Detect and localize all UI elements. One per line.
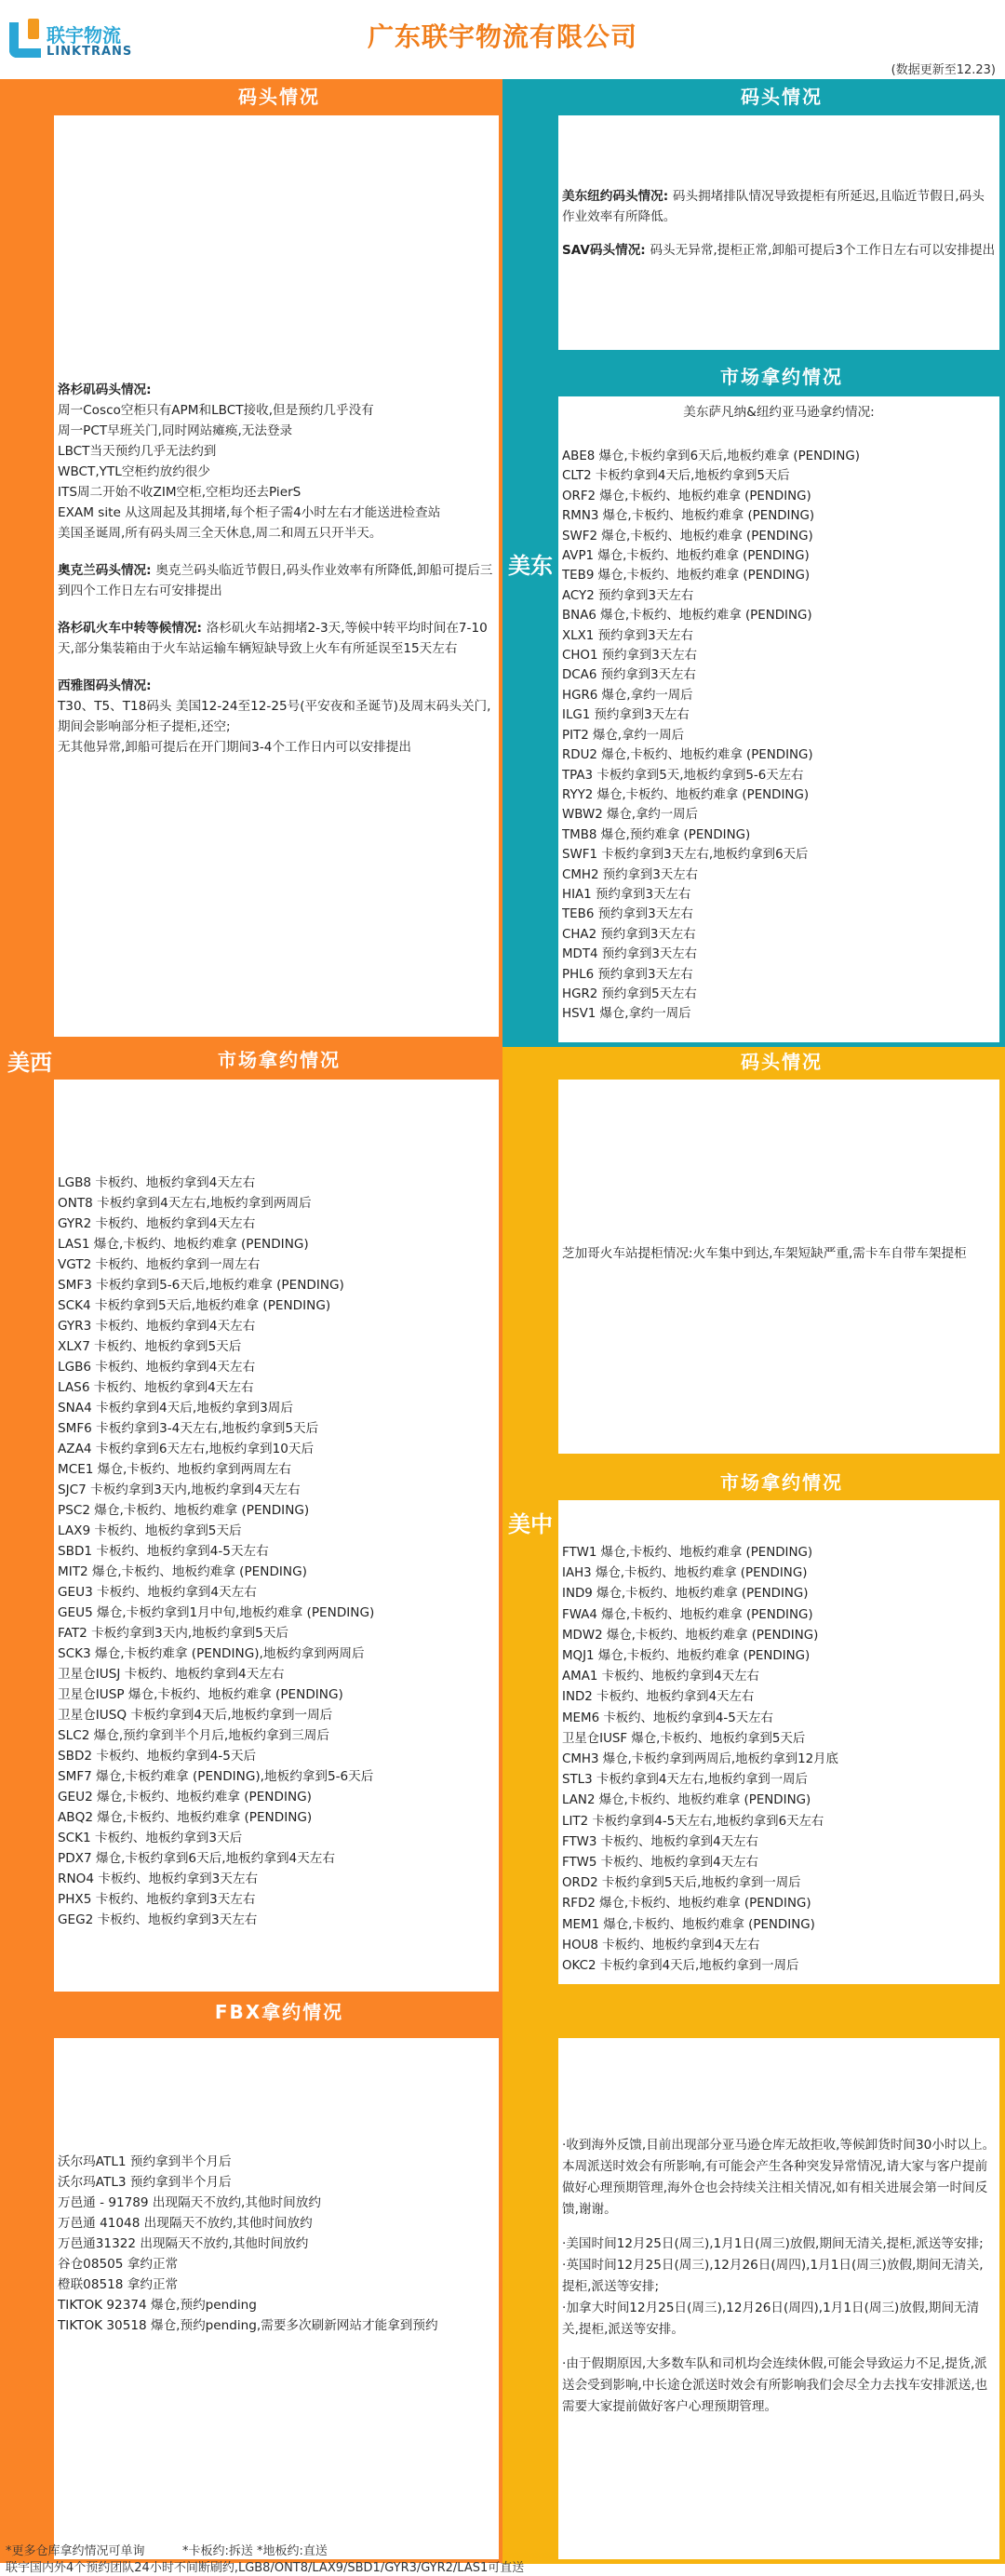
west-market-title: 市场拿约情况 (218, 1049, 341, 1071)
list-item: 万邑通 41048 出现隔天不放约,其他时间放约 (58, 2216, 313, 2231)
west-region-label: 美西 (7, 1050, 52, 1076)
list-item: 万邑通 - 91789 出现隔天不放约,其他时间放约 (58, 2195, 321, 2210)
notice-line: ·由于假期原因,大多数车队和司机均会连续休假,可能会导致运力不足,提货,派送会受到影响,中长途仓派送时效会有所影响我们会尽全力去找车安排派送,也需要大家提前做好客户心理预期管理。 (562, 2356, 988, 2414)
list-item: SNA4 卡板约拿到4天后,地板约拿到3周后 (58, 1401, 293, 1415)
list-item: PIT2 爆仓,拿约一周后 (562, 728, 684, 743)
list-item: BNA6 爆仓,卡板约、地板约难拿 (PENDING) (562, 609, 812, 624)
info-block-body: 奥克兰码头临近节假日,码头作业效率有所降低,卸船可提后三到四个工作日左右可安排提出 (58, 563, 493, 598)
list-item: GEU5 爆仓,卡板约拿到1月中旬,地板约难拿 (PENDING) (58, 1605, 375, 1620)
list-item: STL3 卡板约拿到4天左右,地板约拿到一周后 (562, 1773, 808, 1788)
list-item: SWF2 爆仓,卡板约、地板约难拿 (PENDING) (562, 529, 813, 543)
info-line: 周一Cosco空柜只有APM和LBCT接收,但是预约几乎没有 (58, 403, 374, 418)
list-item: SJC7 卡板约拿到3天内,地板约拿到4天左右 (58, 1483, 301, 1497)
list-item: CLT2 卡板约拿到4天后,地板约拿到5天后 (562, 469, 790, 484)
list-item: PHX5 卡板约、地板约拿到3天左右 (58, 1892, 256, 1907)
list-item: OKC2 卡板约拿到4天后,地板约拿到一周后 (562, 1959, 799, 1974)
list-item: HIA1 预约拿到3天左右 (562, 887, 691, 902)
list-item: LIT2 卡板约拿到4-5天左右,地板约拿到6天左右 (562, 1814, 824, 1829)
list-item: HSV1 爆仓,拿约一周后 (562, 1007, 691, 1022)
list-item: TIKTOK 30518 爆仓,预约pending,需要多次刷新网站才能拿到预约 (58, 2318, 438, 2333)
list-item: SMF7 爆仓,卡板约难拿 (PENDING),地板约拿到5-6天后 (58, 1769, 374, 1784)
info-block (562, 186, 996, 227)
list-item: 卫星仓IUSP 爆仓,卡板约、地板约难拿 (PENDING) (58, 1687, 343, 1702)
info-line: 无其他异常,卸船可提后在开门期间3-4个工作日内可以安排提出 (58, 740, 411, 755)
list-item: FTW5 卡板约、地板约拿到4天左右 (562, 1856, 758, 1871)
list-item: CHO1 预约拿到3天左右 (562, 649, 697, 664)
notice-title-bar (502, 1992, 1005, 2033)
info-line: ITS周二开始不收ZIM空柜,空柜均还去PierS (58, 485, 302, 500)
info-block (58, 560, 495, 601)
list-item: FAT2 卡板约拿到3天内,地板约拿到5天后 (58, 1626, 289, 1641)
central-region-label: 美中 (508, 1511, 553, 1537)
list-item: SCK3 爆仓,卡板约难拿 (PENDING),地板约拿到两周后 (58, 1646, 365, 1661)
list-item: MIT2 爆仓,卡板约、地板约难拿 (PENDING) (58, 1564, 307, 1579)
list-item: FWA4 爆仓,卡板约、地板约难拿 (PENDING) (562, 1607, 813, 1622)
list-item: CHA2 预约拿到3天左右 (562, 927, 696, 942)
info-line: LBCT当天预约几乎无法约到 (58, 444, 217, 459)
list-item: 橙联08518 拿约正常 (58, 2277, 179, 2292)
list-item: MDW2 爆仓,卡板约、地板约难拿 (PENDING) (562, 1628, 819, 1643)
list-item: TMB8 爆仓,预约难拿 (PENDING) (562, 827, 751, 842)
notice-block (562, 2234, 996, 2341)
east-terminal-title: 码头情况 (741, 86, 823, 108)
list-item: AVP1 爆仓,卡板约、地板约难拿 (PENDING) (562, 549, 810, 564)
list-item: 沃尔玛ATL1 预约拿到半个月后 (58, 2154, 232, 2169)
list-item: SBD2 卡板约、地板约拿到4-5天后 (58, 1749, 257, 1764)
list-item: 谷仓08505 拿约正常 (58, 2257, 179, 2272)
central-terminal-content (562, 1243, 996, 1264)
list-item: PDX7 爆仓,卡板约拿到6天后,地板约拿到4天左右 (58, 1851, 335, 1866)
central-terminal-title: 码头情况 (741, 1051, 823, 1073)
list-item: SMF3 卡板约拿到5-6天后,地板约难拿 (PENDING) (58, 1278, 344, 1293)
list-item: RDU2 爆仓,卡板约、地板约难拿 (PENDING) (562, 748, 813, 763)
list-item: MEM1 爆仓,卡板约、地板约难拿 (PENDING) (562, 1917, 815, 1932)
list-item: IND9 爆仓,卡板约、地板约难拿 (PENDING) (562, 1587, 809, 1602)
notice-block (562, 2354, 996, 2418)
update-date: (数据更新至12.23) (891, 63, 996, 77)
list-item: SLC2 爆仓,预约拿到半个月后,地板约拿到三周后 (58, 1728, 329, 1743)
central-terminal-box (558, 1080, 999, 1454)
list-item: 芝加哥火车站提柜情况:火车集中到达,车架短缺严重,需卡车自带车架提柜 (562, 1246, 967, 1261)
list-item: CMH2 预约拿到3天左右 (562, 867, 699, 882)
list-item: XLX7 卡板约、地板约拿到5天后 (58, 1339, 242, 1354)
west-terminal-content (58, 380, 495, 774)
fbx-title: FBX拿约情况 (214, 2001, 344, 2023)
company-title: 广东联宇物流有限公司 (367, 21, 637, 52)
central-market-title: 市场拿约情况 (720, 1471, 843, 1494)
notice-line: ·英国时间12月25日(周三),12月26日(周四),1月1日(周三)放假,期间无清关,提柜,派送等安排; (562, 2258, 984, 2294)
info-block (58, 618, 495, 659)
list-item: 万邑通31322 出现隔天不放约,其他时间放约 (58, 2236, 309, 2251)
list-item: RYY2 爆仓,卡板约、地板约难拿 (PENDING) (562, 787, 810, 802)
footer-note-2: *卡板约:拆送 *地板约:直送 (182, 2544, 328, 2558)
list-item: GYR2 卡板约、地板约拿到4天左右 (58, 1216, 256, 1231)
info-block-body: 码头拥堵排队情况导致提柜有所延迟,且临近节假日,码头作业效率有所降低。 (562, 189, 985, 224)
list-item: ONT8 卡板约拿到4天左右,地板约拿到两周后 (58, 1196, 312, 1211)
list-item: HGR6 爆仓,拿约一周后 (562, 688, 693, 703)
list-item: ORD2 卡板约拿到5天后,地板约拿到一周后 (562, 1876, 801, 1891)
info-block-heading: 美东纽约码头情况: (562, 189, 673, 204)
list-item: GEU3 卡板约、地板约拿到4天左右 (58, 1585, 257, 1600)
list-item: WBW2 爆仓,拿约一周后 (562, 808, 698, 823)
list-item: 卫星仓IUSF 爆仓,卡板约、地板约拿到5天后 (562, 1731, 806, 1746)
list-item: ABQ2 爆仓,卡板约、地板约难拿 (PENDING) (58, 1810, 313, 1825)
info-block-heading: 奥克兰码头情况: (58, 563, 156, 578)
fbx-list (58, 2152, 495, 2336)
list-item: GEG2 卡板约、地板约拿到3天左右 (58, 1912, 258, 1927)
list-item: SCK4 卡板约拿到5天后,地板约难拿 (PENDING) (58, 1298, 331, 1313)
logo-cn-text: 联宇物流 (47, 24, 121, 47)
list-item: VGT2 卡板约、地板约拿到一周左右 (58, 1257, 261, 1272)
east-region-label: 美东 (508, 553, 553, 579)
list-item: SWF1 卡板约拿到3天左右,地板约拿到6天后 (562, 848, 809, 863)
list-item: IAH3 爆仓,卡板约、地板约难拿 (PENDING) (562, 1566, 808, 1581)
info-block-heading: 西雅图码头情况: (58, 678, 152, 693)
list-item: AZA4 卡板约拿到6天左右,地板约拿到10天后 (58, 1442, 315, 1456)
central-market-list (562, 1543, 996, 1977)
list-item: ORF2 爆仓,卡板约、地板约难拿 (PENDING) (562, 489, 811, 503)
list-item: RMN3 爆仓,卡板约、地板约难拿 (PENDING) (562, 509, 815, 524)
list-item: LGB6 卡板约、地板约拿到4天左右 (58, 1360, 256, 1375)
info-block-heading: 洛杉矶火车中转等候情况: (58, 621, 207, 636)
east-market-subtitle: 美东萨凡纳&纽约亚马逊拿约情况: (683, 405, 875, 420)
list-item: ABE8 爆仓,卡板约拿到6天后,地板约难拿 (PENDING) (562, 449, 860, 463)
east-market-title: 市场拿约情况 (720, 366, 843, 388)
list-item: TIKTOK 92374 爆仓,预约pending (58, 2298, 257, 2313)
list-item: MQJ1 爆仓,卡板约、地板约难拿 (PENDING) (562, 1649, 811, 1664)
list-item: DCA6 预约拿到3天左右 (562, 668, 696, 683)
list-item: MDT4 预约拿到3天左右 (562, 947, 698, 962)
list-item: IND2 卡板约、地板约拿到4天左右 (562, 1690, 755, 1705)
list-item: PSC2 爆仓,卡板约、地板约难拿 (PENDING) (58, 1503, 310, 1518)
list-item: MCE1 爆仓,卡板约、地板约拿到两周左右 (58, 1462, 292, 1477)
list-item: SCK1 卡板约、地板约拿到3天后 (58, 1831, 243, 1845)
list-item: TPA3 卡板约拿到5天,地板约拿到5-6天左右 (562, 768, 804, 783)
info-line: T30、T5、T18码头 美国12-24至12-25号(平安夜和圣诞节)及周末码头关门,期间会影响部分柜子提柜,还空; (58, 699, 491, 734)
info-line: WBCT,YTL空柜约放约很少 (58, 464, 210, 479)
list-item: TEB9 爆仓,卡板约、地板约难拿 (PENDING) (562, 569, 811, 584)
footer-note-1: *更多仓库拿约情况可单询 (6, 2544, 145, 2558)
notice-content (562, 2135, 996, 2431)
list-item: 沃尔玛ATL3 预约拿到半个月后 (58, 2175, 232, 2190)
notice-line: ·加拿大时间12月25日(周三),12月26日(周四),1月1日(周三)放假,期间无清关,提柜,派送等安排。 (562, 2301, 980, 2337)
list-item: AMA1 卡板约、地板约拿到4天左右 (562, 1670, 759, 1684)
list-item: CMH3 爆仓,卡板约拿到两周后,地板约拿到12月底 (562, 1752, 838, 1767)
east-terminal-content (562, 186, 996, 274)
logo-en-text: LINKTRANS (47, 45, 133, 59)
list-item: GEU2 爆仓,卡板约、地板约难拿 (PENDING) (58, 1790, 312, 1805)
info-block (58, 380, 495, 543)
notice-line: ·收到海外反馈,目前出现部分亚马逊仓库无故拒收,等候卸货时间30小时以上。本周派送时效会有所影响,有可能会产生各种突发异常情况,请大家与客户提前做好心理预期管理,海外仓也会持续关注相关情况,如有相关进展会第一时间反馈,谢谢。 (562, 2138, 996, 2217)
west-terminal-title: 码头情况 (238, 86, 320, 108)
list-item: FTW1 爆仓,卡板约、地板约难拿 (PENDING) (562, 1546, 813, 1560)
info-block-body: 洛杉矶火车站拥堵2-3天,等候中转平均时间在7-10天,部分集装箱由于火车站运输车辆短缺导致上火车有所延误至15天左右 (58, 621, 488, 656)
list-item: RNO4 卡板约、地板约拿到3天左右 (58, 1872, 259, 1886)
list-item: 卫星仓IUSQ 卡板约拿到4天后,地板约拿到一周后 (58, 1708, 333, 1723)
west-market-list (58, 1173, 495, 1930)
list-item: LAS1 爆仓,卡板约、地板约难拿 (PENDING) (58, 1237, 309, 1252)
notice-line: ·美国时间12月25日(周三),1月1日(周三)放假,期间无清关,提柜,派送等安排; (562, 2236, 984, 2251)
list-item: LAS6 卡板约、地板约拿到4天左右 (58, 1380, 254, 1395)
list-item: 卫星仓IUSJ 卡板约、地板约拿到4天左右 (58, 1667, 285, 1682)
info-line: 周一PCT早班关门,同时网站瘫痪,无法登录 (58, 423, 293, 438)
info-block-body: 码头无异常,提柜正常,卸船可提后3个工作日左右可以安排提出 (650, 243, 996, 258)
list-item: ILG1 预约拿到3天左右 (562, 708, 690, 723)
list-item: ACY2 预约拿到3天左右 (562, 588, 694, 603)
list-item: LAN2 爆仓,卡板约、地板约难拿 (PENDING) (562, 1793, 811, 1808)
info-line: EXAM site 从这周起及其拥堵,每个柜子需4小时左右才能送进检查站 (58, 505, 441, 520)
info-block (58, 676, 495, 758)
info-block (562, 240, 996, 261)
list-item: XLX1 预约拿到3天左右 (562, 628, 693, 643)
list-item: TEB6 预约拿到3天左右 (562, 907, 693, 922)
notice-block (562, 2135, 996, 2220)
list-item: FTW3 卡板约、地板约拿到4天左右 (562, 1834, 758, 1849)
list-item: LAX9 卡板约、地板约拿到5天后 (58, 1523, 242, 1538)
info-line: 美国圣诞周,所有码头周三全天休息,周二和周五只开半天。 (58, 526, 382, 541)
info-block-heading: SAV码头情况: (562, 243, 650, 258)
info-block-heading: 洛杉矶码头情况: (58, 382, 152, 397)
list-item: RFD2 爆仓,卡板约、地板约难拿 (PENDING) (562, 1897, 811, 1912)
list-item: GYR3 卡板约、地板约拿到4天左右 (58, 1319, 256, 1334)
list-item: SBD1 卡板约、地板约拿到4-5天左右 (58, 1544, 269, 1559)
list-item: MEM6 卡板约、地板约拿到4-5天左右 (562, 1711, 773, 1725)
list-item: HOU8 卡板约、地板约拿到4天左右 (562, 1938, 760, 1952)
east-market-list (562, 447, 996, 1025)
list-item: LGB8 卡板约、地板约拿到4天左右 (58, 1175, 256, 1190)
footer-note-3: 联宇国内外4个预约团队24小时不间断刷约,LGB8/ONT8/LAX9/SBD1/GYR3/GYR2/LAS1可直送 (6, 2561, 525, 2575)
list-item: PHL6 预约拿到3天左右 (562, 967, 693, 982)
list-item: SMF6 卡板约拿到3-4天左右,地板约拿到5天后 (58, 1421, 319, 1436)
list-item: HGR2 预约拿到5天左右 (562, 986, 697, 1001)
page-header (0, 0, 1005, 79)
